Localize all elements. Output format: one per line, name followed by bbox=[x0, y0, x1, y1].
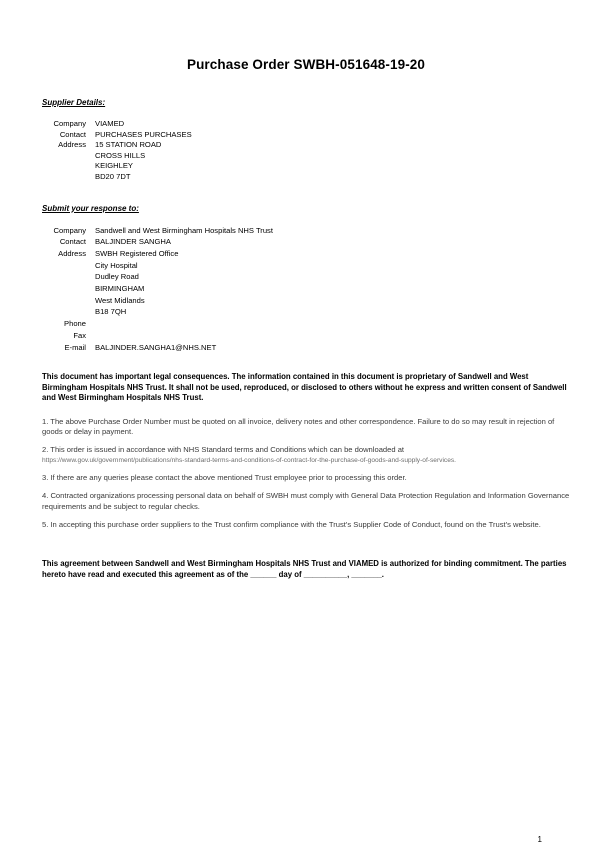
term-item-2 bbox=[42, 445, 570, 464]
supplier-company-value: VIAMED bbox=[95, 119, 125, 128]
response-address-line: BIRMINGHAM bbox=[95, 284, 145, 294]
agreement-statement: This agreement between Sandwell and West Birmingham Hospitals NHS Trust and VIAMED is authorized for binding commitment. The parties hereto have read and executed this agreement as of the ______ day of __________, _______. bbox=[42, 559, 567, 579]
response-email-label: E-mail bbox=[64, 342, 86, 352]
supplier-address-line: 15 STATION ROAD bbox=[95, 140, 162, 150]
supplier-address-row bbox=[42, 140, 570, 151]
supplier-address-line: CROSS HILLS bbox=[95, 150, 146, 160]
response-address-line: West Midlands bbox=[95, 295, 145, 305]
supplier-contact-row bbox=[42, 130, 570, 141]
response-company-label: Company bbox=[53, 225, 86, 235]
term-item-5: 5. In accepting this purchase order suppliers to the Trust confirm compliance with the Trust's Supplier Code of Conduct, found on the Trust's website. bbox=[42, 519, 541, 529]
response-address-line: B18 7QH bbox=[95, 307, 127, 317]
supplier-address-row bbox=[42, 151, 570, 162]
supplier-contact-value: PURCHASES PURCHASES bbox=[95, 129, 192, 139]
response-email-value: BALJINDER.SANGHA1@NHS.NET bbox=[95, 342, 217, 352]
response-email-row bbox=[42, 342, 570, 354]
response-address-row bbox=[42, 283, 570, 295]
term-item-2-text: 2. This order is issued in accordance with NHS Standard terms and Conditions which can be downloaded at bbox=[42, 445, 405, 455]
page-number: 1 bbox=[537, 835, 542, 844]
terms-conditions-link[interactable]: https://www.gov.uk/government/publications/nhs-standard-terms-and-conditions-of-contract-for-the-purchase-of-goods-and-supply-of-services. bbox=[42, 456, 457, 464]
supplier-details-heading: Supplier Details: bbox=[42, 98, 106, 107]
legal-notice: This document has important legal consequences. The information contained in this document is proprietary of Sandwell and West Birmingham Hospitals NHS Trust. It shall not be used, reproduced, or disclosed to others without he express and written consent of Sandwell and West Birmingham Hospitals NHS Trust. bbox=[42, 372, 567, 403]
page-title: Purchase Order SWBH-051648-19-20 bbox=[186, 57, 426, 72]
response-address-row bbox=[42, 306, 570, 318]
supplier-details-table bbox=[42, 119, 570, 183]
response-company-value: Sandwell and West Birmingham Hospitals NHS Trust bbox=[95, 225, 273, 235]
response-address-row bbox=[42, 260, 570, 272]
supplier-contact-label: Contact bbox=[59, 129, 86, 139]
response-phone-row bbox=[42, 318, 570, 330]
response-address-label: Address bbox=[58, 248, 86, 258]
response-contact-label: Contact bbox=[59, 237, 86, 247]
response-section-heading: Submit your response to: bbox=[42, 203, 139, 213]
supplier-address-line: KEIGHLEY bbox=[95, 161, 133, 171]
response-address-row bbox=[42, 295, 570, 307]
response-contact-row bbox=[42, 236, 570, 248]
supplier-address-row bbox=[42, 172, 570, 183]
supplier-address-row bbox=[42, 161, 570, 172]
term-item-4: 4. Contracted organizations processing personal data on behalf of SWBH must comply with General Data Protection Regulation and Information Governance requirements and be subject to regular checks. bbox=[42, 491, 570, 511]
response-contact-value: BALJINDER SANGHA bbox=[95, 237, 171, 247]
supplier-company-label: Company bbox=[53, 119, 86, 128]
response-fax-row bbox=[42, 330, 570, 342]
response-address-line: SWBH Registered Office bbox=[95, 248, 179, 258]
response-company-row bbox=[42, 225, 570, 237]
term-item-1: 1. The above Purchase Order Number must be quoted on all invoice, delivery notes and other correspondence. Failure to do so may result in rejection of goods or delay in payment. bbox=[42, 416, 555, 436]
response-address-line: City Hospital bbox=[95, 260, 138, 270]
supplier-company-row bbox=[42, 119, 570, 130]
terms-list bbox=[42, 417, 570, 531]
response-address-row bbox=[42, 271, 570, 283]
response-address-line: Dudley Road bbox=[95, 272, 139, 282]
response-address-row bbox=[42, 248, 570, 260]
supplier-address-label: Address bbox=[58, 140, 86, 150]
response-details-table bbox=[42, 225, 570, 354]
supplier-address-line: BD20 7DT bbox=[95, 171, 131, 181]
response-phone-label: Phone bbox=[64, 319, 86, 329]
term-item-3: 3. If there are any queries please contact the above mentioned Trust employee prior to processing this order. bbox=[42, 472, 407, 482]
response-fax-label: Fax bbox=[73, 330, 86, 340]
